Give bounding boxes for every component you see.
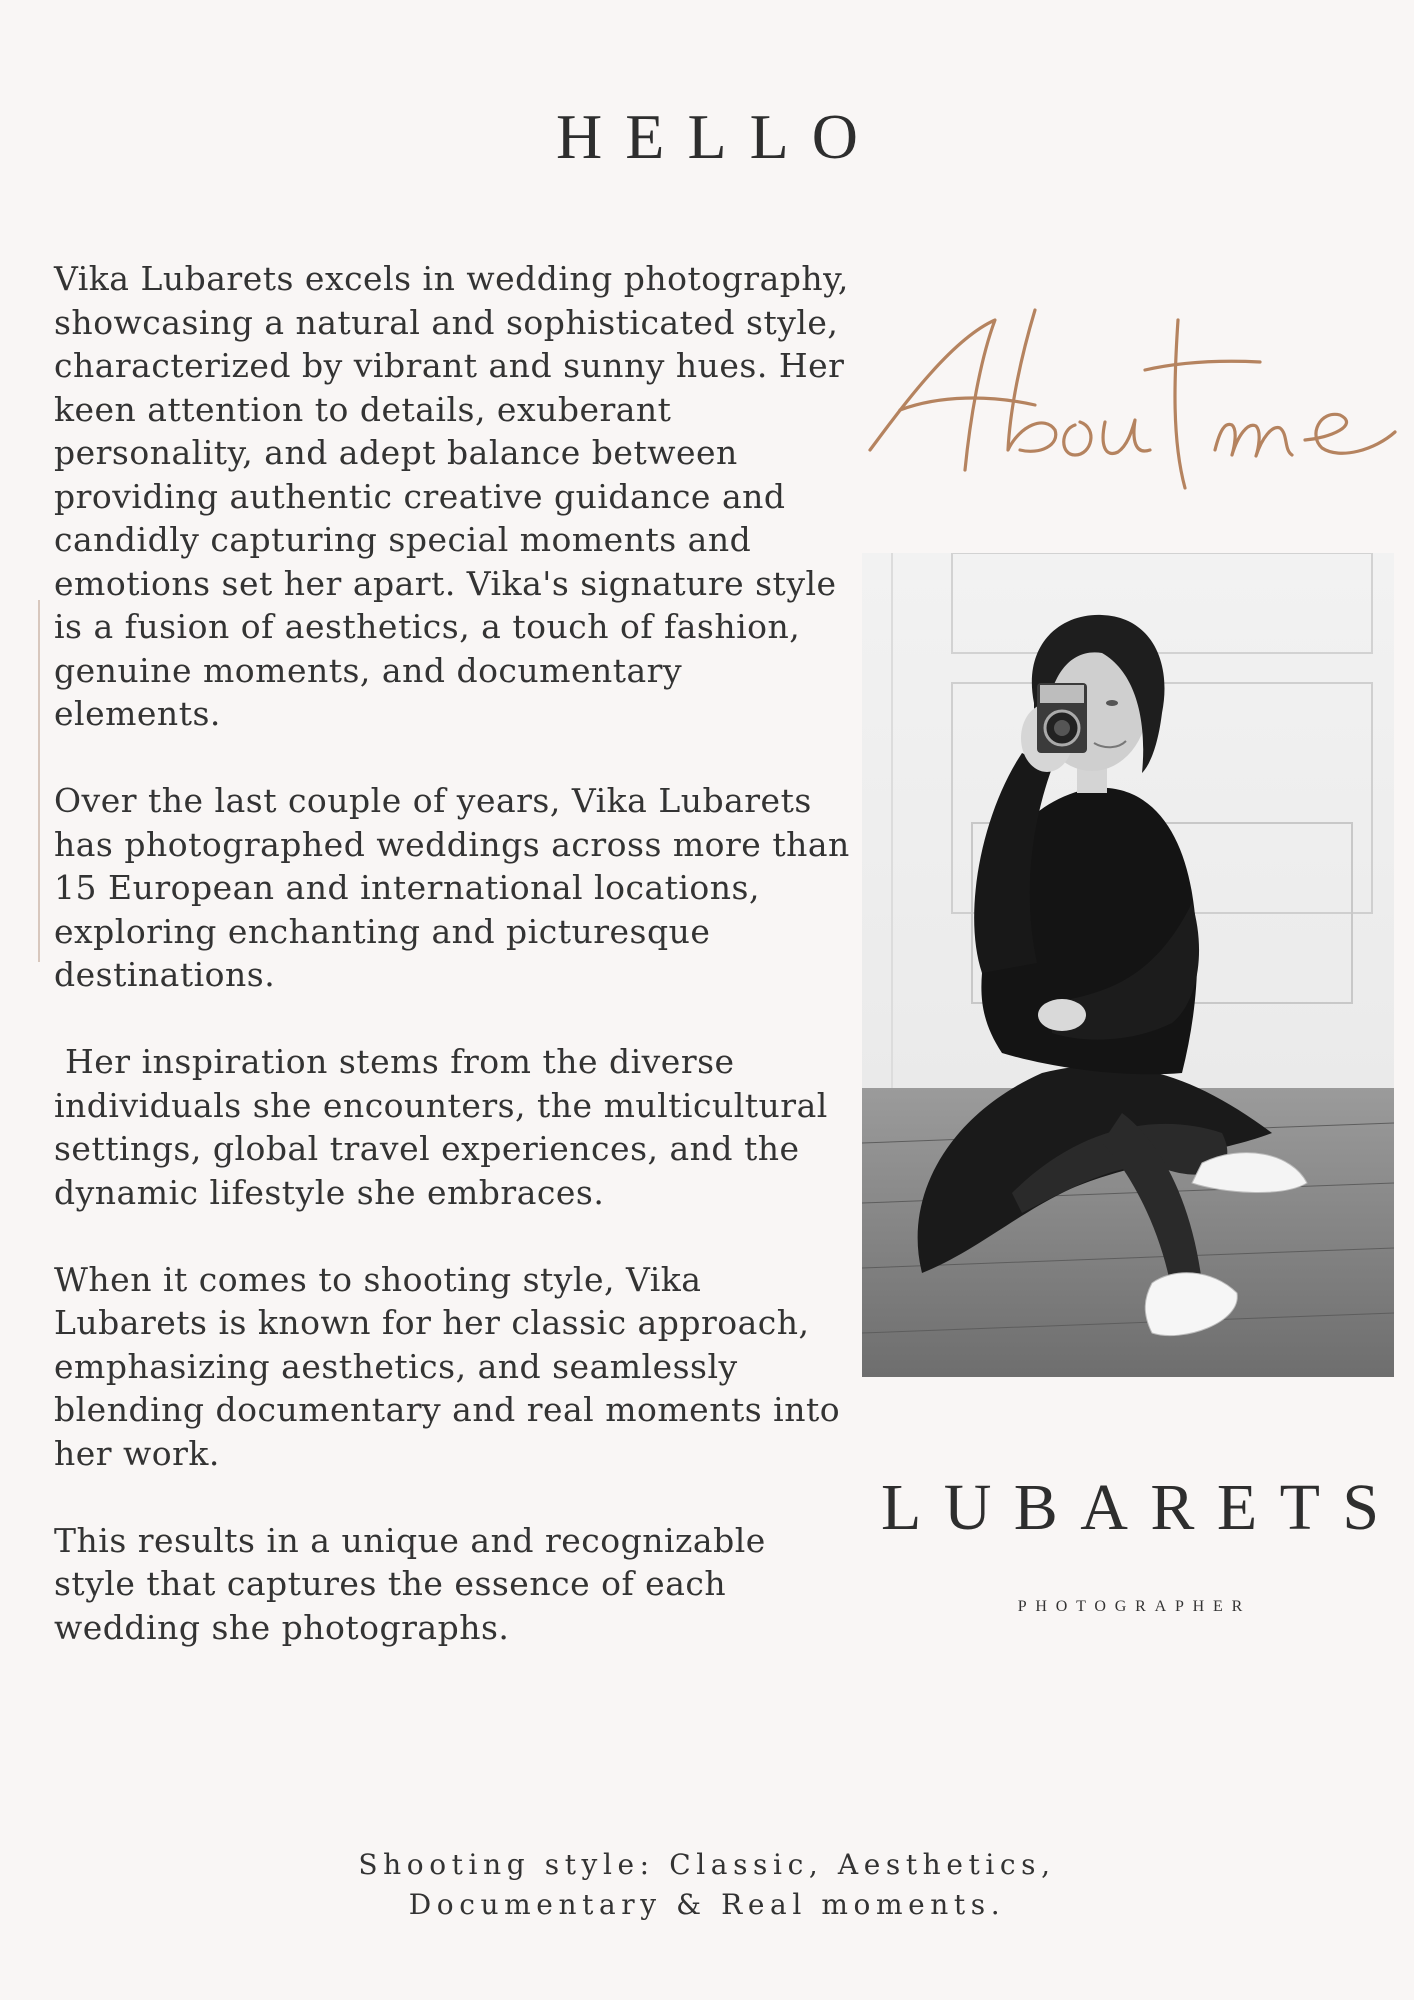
footer-line-2: Documentary & Real moments. [408,1888,1006,1921]
bio-text [54,257,861,1693]
page-title: HELLO [556,101,881,172]
about-me-handwriting [860,300,1400,520]
about-me-script-title [860,300,1400,520]
brand-name: LUBARETS [880,1471,1402,1544]
brand-subtitle: PHOTOGRAPHER [1017,1598,1252,1615]
bio-paragraph-1: Vika Lubarets excels in wedding photography, showcasing a natural and sophisticated style, characterized by vibrant and sunny hues. Her keen attention to details, exuberant personality, and adept balance between providing authentic creative guidance and candidly capturing special moments and emotions set her apart. Vika's signature style is a fusion of aesthetics, a touch of fashion, genuine moments, and documentary elements. [54,259,860,733]
photographer-portrait [862,553,1394,1377]
bio-paragraph-4: When it comes to shooting style, Vika Lubarets is known for her classic approach, emphasizing aesthetics, and seamlessly blending documentary and real moments into her work. [54,1259,852,1473]
bio-paragraph-3: Her inspiration stems from the diverse individuals she encounters, the multicultural settings, global travel experiences, and the dynamic lifestyle she embraces. [54,1042,839,1212]
footer-shooting-style [0,1845,1414,1925]
footer-line-1: Shooting style: Classic, Aesthetics, [358,1848,1056,1881]
bio-paragraph-2: Over the last couple of years, Vika Lubarets has photographed weddings across more than 15 European and international locations, exploring enchanting and picturesque destinations. [54,781,861,994]
vertical-divider [38,600,40,962]
bio-paragraph-5: This results in a unique and recognizable style that captures the essence of each wedding she photographs. [54,1520,777,1647]
portrait-illustration [862,553,1394,1377]
